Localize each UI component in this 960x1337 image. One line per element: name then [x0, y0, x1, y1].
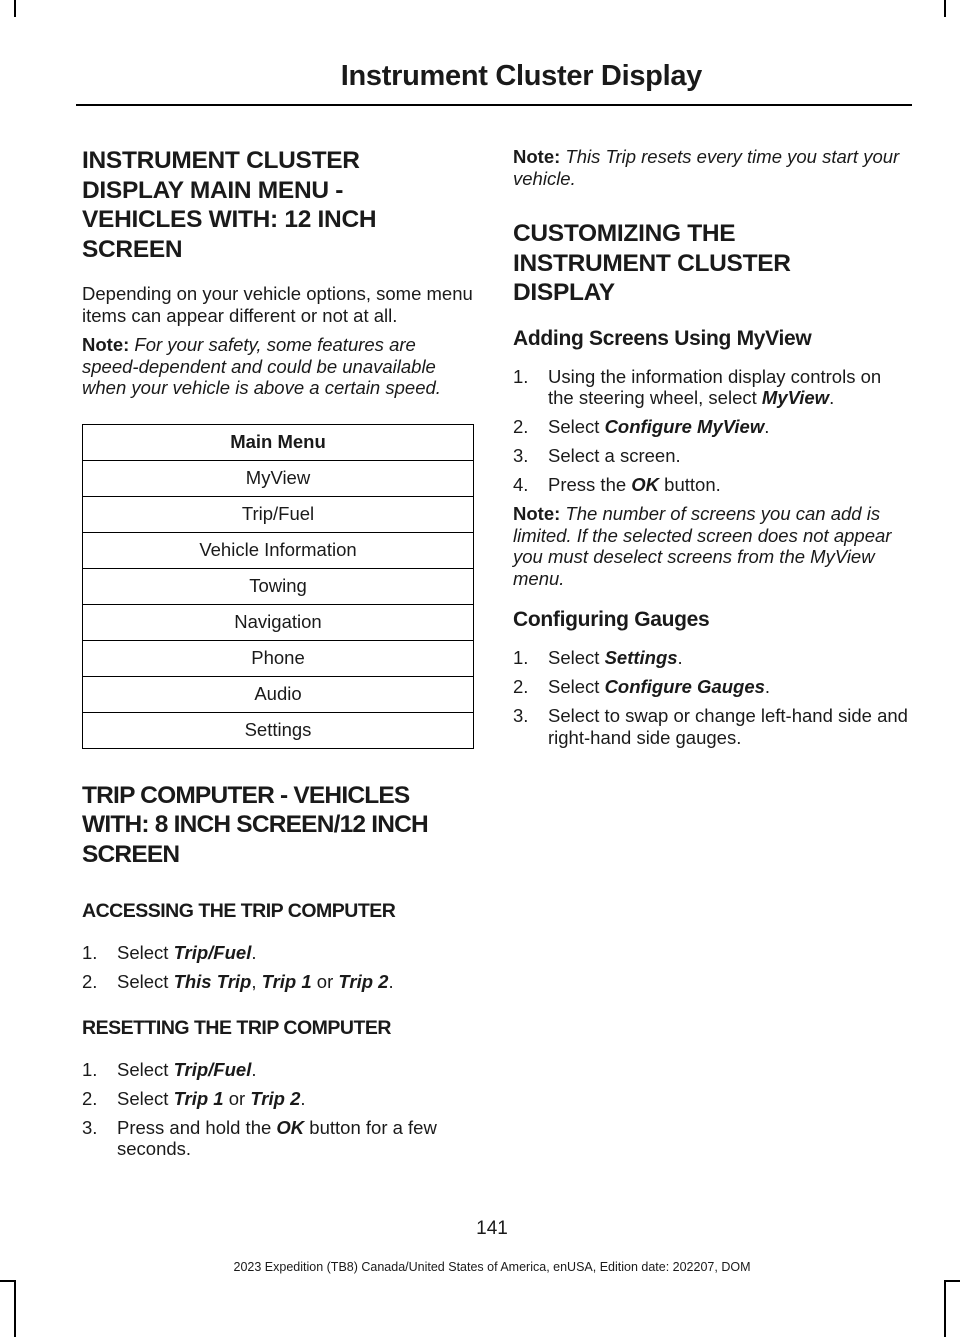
crop-mark-bottom-left [14, 1280, 16, 1337]
crop-mark-bottom-right-h [946, 1280, 960, 1282]
page-footer: 2023 Expedition (TB8) Canada/United States of America, enUSA, Edition date: 202207, DOM [233, 1260, 751, 1274]
list-item: 1. Select Trip/Fuel. [82, 942, 257, 963]
list-item: 1. Select Trip/Fuel. [82, 1058, 257, 1080]
crop-mark-top-right [944, 0, 946, 17]
table-row: MyView [83, 460, 474, 496]
table-row: Phone [83, 640, 474, 676]
table-row: Audio [83, 676, 474, 712]
subsection-title-resetting: RESETTING THE TRIP COMPUTER [82, 1016, 391, 1039]
crop-mark-top-left [14, 0, 16, 17]
header-rule [76, 104, 912, 106]
list-item: 2. Select Trip 1 or Trip 2. [82, 1087, 306, 1109]
list-item: 3. Press and hold the OK button for a few seconds. [82, 1116, 437, 1159]
intro-paragraph: Depending on your vehicle options, some menu items can appear different or not at all. [82, 283, 473, 326]
subsection-title-configuring-gauges: Configuring Gauges [513, 608, 710, 631]
table-row: Towing [83, 568, 474, 604]
list-item: 2. Select This Trip, Trip 1 or Trip 2. [82, 971, 394, 992]
table-row: Navigation [83, 604, 474, 640]
safety-note: Note: For your safety, some features are speed-dependent and could be unavailable when your vehicle is above a certain speed. [82, 334, 441, 398]
table-row: Vehicle Information [83, 532, 474, 568]
left-column [82, 146, 474, 1167]
section-title-main-menu: INSTRUMENT CLUSTER DISPLAY MAIN MENU - VEHICLES WITH: 12 INCH SCREEN [82, 147, 377, 263]
right-column [513, 146, 910, 756]
table-row: Trip/Fuel [83, 496, 474, 532]
screens-limit-note: Note: The number of screens you can add is limited. If the selected screen does not appear you must deselect screens from the MyView menu. [513, 503, 892, 589]
subsection-title-accessing: ACCESSING THE TRIP COMPUTER [82, 900, 396, 922]
resetting-steps [82, 1059, 474, 1160]
page-header-title: Instrument Cluster Display [340, 60, 702, 92]
list-item: 2. Select Configure Gauges. [513, 676, 771, 697]
crop-mark-bottom-left-h [0, 1280, 14, 1282]
crop-mark-bottom-right [944, 1280, 946, 1337]
adding-steps [513, 366, 910, 496]
section-title-customizing: CUSTOMIZING THE INSTRUMENT CLUSTER DISPLAY [513, 220, 791, 306]
list-item: 2. Select Configure MyView. [513, 416, 770, 437]
table-header: Main Menu [83, 424, 474, 460]
list-item: 4. Press the OK button. [513, 474, 721, 495]
subsection-title-adding-screens: Adding Screens Using MyView [513, 326, 812, 350]
section-title-trip-computer: TRIP COMPUTER - VEHICLES WITH: 8 INCH SCREEN/12 INCH SCREEN [82, 781, 428, 868]
table-row: Settings [83, 712, 474, 748]
main-menu-table [82, 424, 474, 749]
trip-reset-note: Note: This Trip resets every time you start your vehicle. [513, 146, 900, 189]
page-number: 141 [476, 1218, 508, 1239]
list-item: 3. Select to swap or change left-hand side and right-hand side gauges. [513, 705, 908, 748]
list-item: 3. Select a screen. [513, 445, 681, 466]
list-item: 1. Using the information display controls on the steering wheel, select MyView. [513, 365, 882, 408]
accessing-steps [82, 942, 474, 993]
gauges-steps [513, 647, 910, 748]
list-item: 1. Select Settings. [513, 647, 683, 668]
